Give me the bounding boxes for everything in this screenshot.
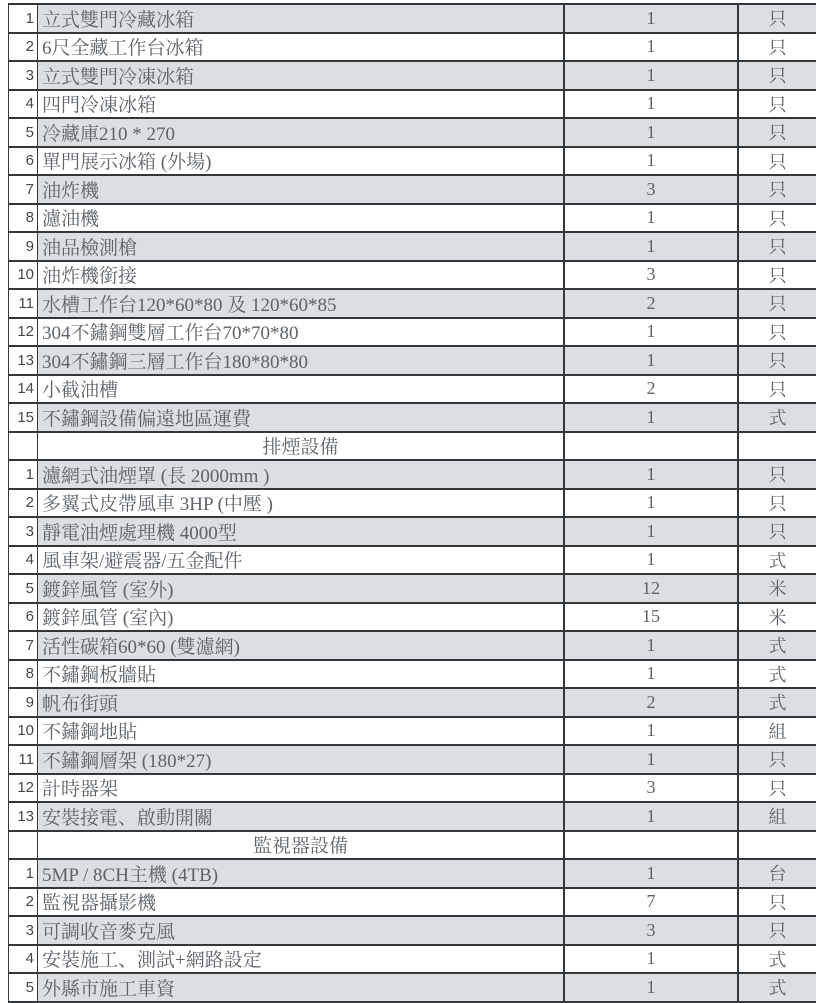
unit-cell: 只	[737, 917, 816, 944]
unit-cell: 米	[737, 604, 816, 631]
quantity-cell: 1	[563, 946, 737, 973]
table-row	[8, 803, 816, 832]
quantity-cell: 1	[563, 461, 737, 488]
section-title: 監視器設備	[37, 832, 563, 859]
quantity-cell: 1	[563, 404, 737, 431]
table-row	[8, 860, 816, 889]
row-number-cell: 11	[8, 746, 37, 773]
unit-cell: 只	[737, 490, 816, 517]
item-name-cell: 油品檢測槍	[37, 233, 563, 260]
table-row	[8, 974, 816, 1003]
quantity-cell: 1	[563, 319, 737, 346]
unit-cell: 只	[737, 5, 816, 32]
item-name-cell: 靜電油煙處理機 4000型	[37, 518, 563, 545]
quantity-cell: 1	[563, 661, 737, 688]
row-number-cell: 12	[8, 775, 37, 802]
quantity-cell: 1	[563, 860, 737, 887]
row-number-cell: 15	[8, 404, 37, 431]
row-number-cell: 6	[8, 148, 37, 175]
unit-cell	[737, 433, 816, 460]
row-number-cell: 5	[8, 575, 37, 602]
quantity-cell: 2	[563, 376, 737, 403]
row-number-cell: 7	[8, 176, 37, 203]
item-name-cell: 小截油槽	[37, 376, 563, 403]
quantity-cell: 3	[563, 262, 737, 289]
quantity-cell: 1	[563, 119, 737, 146]
unit-cell: 只	[737, 889, 816, 916]
row-number-cell: 8	[8, 205, 37, 232]
quantity-cell: 1	[563, 746, 737, 773]
table-row	[8, 575, 816, 604]
row-number-cell: 4	[8, 547, 37, 574]
table-row	[8, 347, 816, 376]
table-row	[8, 661, 816, 690]
item-name-cell: 6尺全藏工作台冰箱	[37, 34, 563, 61]
table-row	[8, 490, 816, 519]
row-number-cell: 1	[8, 461, 37, 488]
table-row	[8, 604, 816, 633]
item-name-cell: 不鏽鋼設備偏遠地區運費	[37, 404, 563, 431]
quantity-cell: 1	[563, 233, 737, 260]
item-name-cell: 多翼式皮帶風車 3HP (中壓 )	[37, 490, 563, 517]
unit-cell: 只	[737, 34, 816, 61]
quantity-cell: 3	[563, 917, 737, 944]
item-name-cell: 四門冷凍冰箱	[37, 91, 563, 118]
unit-cell: 式	[737, 661, 816, 688]
table-row	[8, 205, 816, 234]
item-name-cell: 不鏽鋼板牆貼	[37, 661, 563, 688]
unit-cell: 只	[737, 148, 816, 175]
item-name-cell: 風車架/避震器/五金配件	[37, 547, 563, 574]
unit-cell: 只	[737, 233, 816, 260]
quantity-cell: 3	[563, 775, 737, 802]
quantity-cell: 1	[563, 490, 737, 517]
row-number-cell: 4	[8, 946, 37, 973]
unit-cell: 只	[737, 91, 816, 118]
table-row	[8, 290, 816, 319]
row-number-cell: 13	[8, 347, 37, 374]
item-name-cell: 不鏽鋼層架 (180*27)	[37, 746, 563, 773]
table-row	[8, 119, 816, 148]
item-name-cell: 立式雙門冷藏冰箱	[37, 5, 563, 32]
quantity-cell: 1	[563, 205, 737, 232]
unit-cell: 式	[737, 404, 816, 431]
quantity-cell: 1	[563, 518, 737, 545]
quantity-cell: 1	[563, 148, 737, 175]
table-row	[8, 91, 816, 120]
unit-cell: 只	[737, 461, 816, 488]
unit-cell: 式	[737, 689, 816, 716]
item-name-cell: 計時器架	[37, 775, 563, 802]
unit-cell: 米	[737, 575, 816, 602]
unit-cell: 只	[737, 518, 816, 545]
item-name-cell: 5MP / 8CH主機 (4TB)	[37, 860, 563, 887]
unit-cell: 只	[737, 62, 816, 89]
row-number-cell: 10	[8, 262, 37, 289]
item-name-cell: 冷藏庫210 * 270	[37, 119, 563, 146]
row-number-cell: 3	[8, 62, 37, 89]
unit-cell: 式	[737, 946, 816, 973]
row-number-cell: 10	[8, 718, 37, 745]
table-row	[8, 518, 816, 547]
quantity-cell: 1	[563, 718, 737, 745]
item-name-cell: 可調收音麥克風	[37, 917, 563, 944]
table-row	[8, 34, 816, 63]
quantity-cell: 7	[563, 889, 737, 916]
item-name-cell: 安裝接電、啟動開關	[37, 803, 563, 830]
item-name-cell: 監視器攝影機	[37, 889, 563, 916]
row-number-cell: 14	[8, 376, 37, 403]
table-row	[8, 547, 816, 576]
item-name-cell: 鍍鋅風管 (室外)	[37, 575, 563, 602]
row-number-cell: 12	[8, 319, 37, 346]
table-row	[8, 376, 816, 405]
unit-cell: 式	[737, 547, 816, 574]
equipment-table	[8, 3, 816, 1003]
row-number-cell: 6	[8, 604, 37, 631]
quantity-cell	[563, 832, 737, 859]
row-number-cell: 3	[8, 518, 37, 545]
unit-cell	[737, 832, 816, 859]
item-name-cell: 濾網式油煙罩 (長 2000mm )	[37, 461, 563, 488]
item-name-cell: 油炸機	[37, 176, 563, 203]
unit-cell: 只	[737, 262, 816, 289]
unit-cell: 台	[737, 860, 816, 887]
row-number-cell: 1	[8, 860, 37, 887]
row-number-cell: 11	[8, 290, 37, 317]
row-number-cell: 2	[8, 490, 37, 517]
item-name-cell: 不鏽鋼地貼	[37, 718, 563, 745]
quantity-cell: 15	[563, 604, 737, 631]
table-row	[8, 889, 816, 918]
row-number-cell: 9	[8, 233, 37, 260]
unit-cell: 只	[737, 775, 816, 802]
table-row	[8, 233, 816, 262]
item-name-cell: 鍍鋅風管 (室內)	[37, 604, 563, 631]
table-row	[8, 262, 816, 291]
item-name-cell: 活性碳箱60*60 (雙濾網)	[37, 632, 563, 659]
item-name-cell: 304不鏽鋼三層工作台180*80*80	[37, 347, 563, 374]
quantity-cell: 1	[563, 547, 737, 574]
unit-cell: 只	[737, 176, 816, 203]
unit-cell: 只	[737, 205, 816, 232]
unit-cell: 只	[737, 119, 816, 146]
row-number-cell: 5	[8, 119, 37, 146]
table-row	[8, 5, 816, 34]
unit-cell: 只	[737, 319, 816, 346]
row-number-cell: 2	[8, 889, 37, 916]
item-name-cell: 帆布街頭	[37, 689, 563, 716]
table-row	[8, 775, 816, 804]
item-name-cell: 單門展示冰箱 (外場)	[37, 148, 563, 175]
table-row	[8, 718, 816, 747]
quantity-cell: 1	[563, 632, 737, 659]
unit-cell: 只	[737, 347, 816, 374]
row-number-cell	[8, 433, 37, 460]
row-number-cell: 13	[8, 803, 37, 830]
item-name-cell: 外縣市施工車資	[37, 974, 563, 1001]
section-header-row	[8, 832, 816, 861]
unit-cell: 式	[737, 632, 816, 659]
quantity-cell: 1	[563, 974, 737, 1001]
table-row	[8, 148, 816, 177]
row-number-cell: 1	[8, 5, 37, 32]
item-name-cell: 濾油機	[37, 205, 563, 232]
unit-cell: 只	[737, 746, 816, 773]
quantity-cell: 12	[563, 575, 737, 602]
row-number-cell: 8	[8, 661, 37, 688]
table-row	[8, 746, 816, 775]
quantity-cell: 1	[563, 803, 737, 830]
row-number-cell: 9	[8, 689, 37, 716]
row-number-cell: 3	[8, 917, 37, 944]
unit-cell: 組	[737, 803, 816, 830]
row-number-cell	[8, 832, 37, 859]
unit-cell: 只	[737, 376, 816, 403]
quantity-cell: 1	[563, 5, 737, 32]
item-name-cell: 油炸機銜接	[37, 262, 563, 289]
table-row	[8, 917, 816, 946]
item-name-cell: 安裝施工、測試+網路設定	[37, 946, 563, 973]
section-title: 排煙設備	[37, 433, 563, 460]
table-row	[8, 632, 816, 661]
item-name-cell: 304不鏽鋼雙層工作台70*70*80	[37, 319, 563, 346]
table-row	[8, 176, 816, 205]
quantity-cell: 2	[563, 290, 737, 317]
unit-cell: 組	[737, 718, 816, 745]
quantity-cell: 1	[563, 62, 737, 89]
table-row	[8, 319, 816, 348]
table-row	[8, 62, 816, 91]
row-number-cell: 2	[8, 34, 37, 61]
quantity-cell: 2	[563, 689, 737, 716]
quantity-cell: 1	[563, 34, 737, 61]
quantity-cell: 1	[563, 347, 737, 374]
quantity-cell: 3	[563, 176, 737, 203]
row-number-cell: 7	[8, 632, 37, 659]
quantity-cell: 1	[563, 91, 737, 118]
table-row	[8, 946, 816, 975]
row-number-cell: 4	[8, 91, 37, 118]
table-row	[8, 689, 816, 718]
table-row	[8, 461, 816, 490]
unit-cell: 式	[737, 974, 816, 1001]
unit-cell: 只	[737, 290, 816, 317]
quantity-cell	[563, 433, 737, 460]
section-header-row	[8, 433, 816, 462]
table-row	[8, 404, 816, 433]
row-number-cell: 5	[8, 974, 37, 1001]
item-name-cell: 立式雙門冷凍冰箱	[37, 62, 563, 89]
item-name-cell: 水槽工作台120*60*80 及 120*60*85	[37, 290, 563, 317]
